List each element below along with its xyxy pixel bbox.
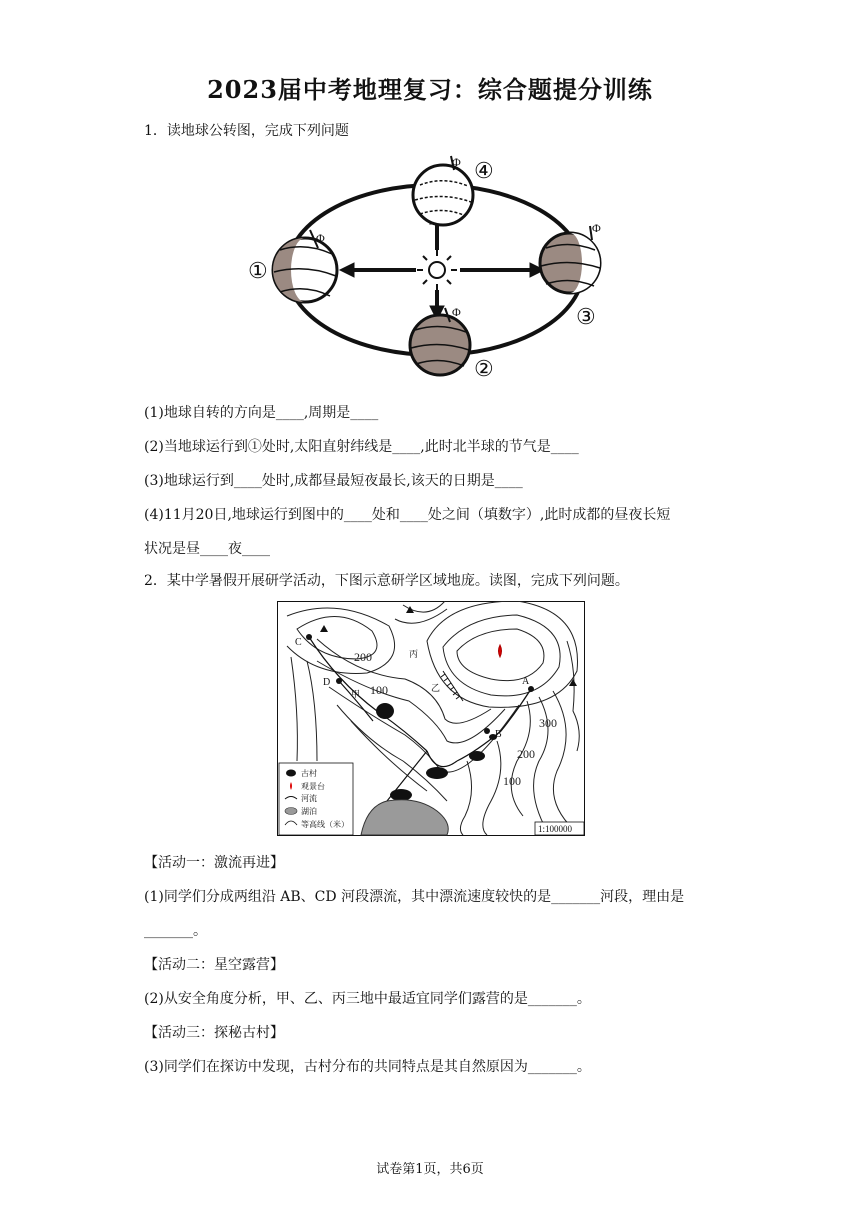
point-c-label: C [295, 637, 302, 648]
point-yi-label: 乙 [431, 683, 441, 693]
point-b-label: B [495, 729, 502, 740]
map-scale: 1:100000 [538, 824, 573, 834]
axis-symbol-4: Φ [452, 155, 461, 169]
legend-contour: 等高线（米） [301, 820, 349, 829]
legend-river: 河流 [301, 794, 317, 803]
question-1-item-4-cont: 状况是昼____夜____ [144, 541, 270, 557]
axis-symbol-2: Φ [452, 305, 461, 319]
axis-symbol-1: Φ [316, 231, 325, 245]
activity-1-heading: 【活动一：激流再进】 [144, 855, 284, 871]
question-2-item-1-cont: _______。 [144, 923, 207, 939]
contour-label-200-right: 200 [517, 747, 535, 761]
label-2: ② [474, 356, 494, 381]
question-1-stem: 1．读地球公转图，完成下列问题 [144, 123, 349, 139]
page-title: 2023届中考地理复习：综合题提分训练 [207, 75, 653, 104]
activity-2-heading: 【活动二：星空露营】 [144, 957, 284, 973]
question-2-item-1: (1)同学们分成两组沿 AB、CD 河段漂流，其中漂流速度较快的是_______河段，理由是 [144, 889, 685, 905]
question-1-item-3: (3)地球运行到____处时,成都昼最短夜最长,该天的日期是____ [144, 473, 523, 489]
question-1-item-2: (2)当地球运行到①处时,太阳直射纬线是____,此时北半球的节气是____ [144, 439, 579, 455]
contour-label-300: 300 [539, 716, 557, 730]
question-2-stem: 2．某中学暑假开展研学活动，下图示意研学区域地庞。读图，完成下列问题。 [144, 573, 629, 589]
legend-village: 古村 [301, 769, 317, 778]
map-legend [279, 763, 353, 835]
question-1-item-4: (4)11月20日,地球运行到图中的____处和____处之间（填数字）,此时成都的昼夜长短 [144, 507, 671, 523]
question-1-item-1: (1)地球自转的方向是____,周期是____ [144, 405, 379, 421]
question-2-item-3: (3)同学们在探访中发现，古村分布的共同特点是其自然原因为_______。 [144, 1059, 591, 1075]
contour-map [277, 601, 585, 836]
point-d-label: D [323, 677, 331, 688]
earth-position-3 [540, 226, 600, 293]
earth-position-4 [413, 156, 473, 225]
contour-label-200-left: 200 [354, 650, 372, 664]
earth-position-2 [410, 308, 470, 375]
sun-icon [417, 250, 457, 290]
contour-label-100-right: 100 [503, 774, 521, 788]
contour-label-100-left: 100 [370, 683, 388, 697]
point-a-label: A [522, 676, 530, 687]
activity-3-heading: 【活动三：探秘古村】 [144, 1025, 284, 1041]
question-2-item-2: (2)从安全角度分析，甲、乙、丙三地中最适宜同学们露营的是_______。 [144, 991, 591, 1007]
label-3: ③ [576, 304, 596, 329]
earth-revolution-figure [240, 150, 630, 385]
legend-lake: 湖泊 [301, 807, 317, 816]
legend-viewing-platform: 观景台 [301, 782, 325, 791]
page-footer: 试卷第1页，共6页 [376, 1162, 484, 1177]
label-4: ④ [474, 158, 494, 183]
axis-symbol-3: Φ [592, 221, 601, 235]
label-1: ① [248, 258, 268, 283]
point-bing-label: 丙 [409, 649, 419, 659]
point-jia-label: 甲 [351, 689, 361, 699]
earth-position-1 [273, 230, 337, 302]
